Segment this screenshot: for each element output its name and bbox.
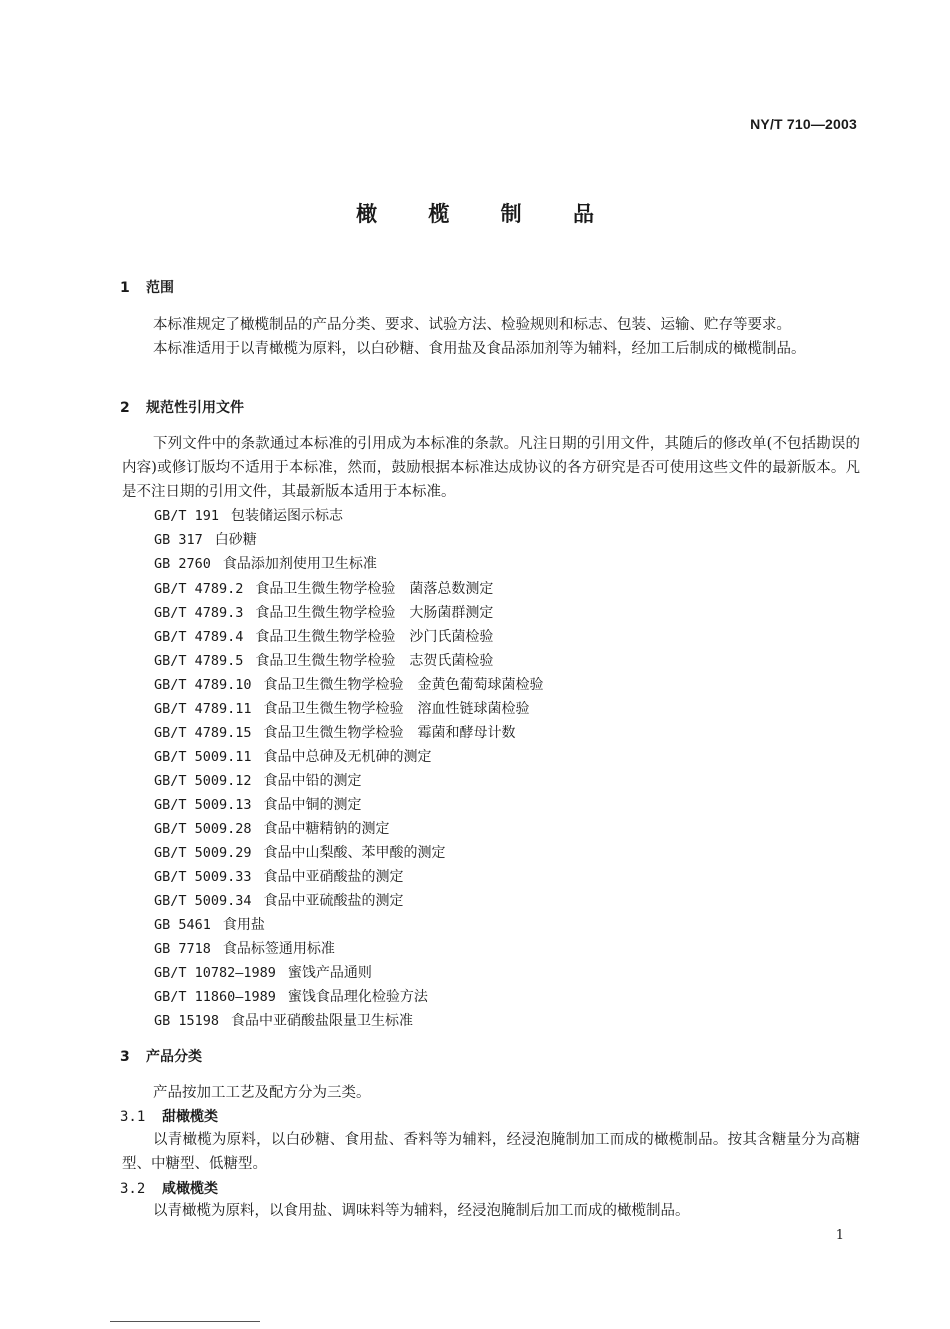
subsection-3-1-text: 以青橄榄为原料，以白砂糖、食用盐、香料等为辅料，经浸泡腌制加工而成的橄榄制品。按其含糖量分为高糖型、中糖型、低糖型。 bbox=[122, 1132, 860, 1172]
reference-item: GB/T 10782—1989 蜜饯产品通则 bbox=[154, 965, 372, 981]
section-number: 2 bbox=[120, 400, 130, 416]
subsection-number: 3.1 bbox=[120, 1109, 146, 1125]
section-title: 规范性引用文件 bbox=[146, 400, 244, 416]
reference-item: GB 317 白砂糖 bbox=[154, 532, 257, 548]
reference-item: GB/T 4789.3 食品卫生微生物学检验 大肠菌群测定 bbox=[154, 605, 494, 621]
subsection-3-1-heading bbox=[120, 1106, 218, 1126]
reference-item: GB/T 5009.34 食品中亚硫酸盐的测定 bbox=[154, 893, 404, 909]
document-title: 橄 榄 制 品 bbox=[356, 202, 616, 226]
section-title: 产品分类 bbox=[146, 1049, 202, 1065]
section-1-paragraph-1: 本标准规定了橄榄制品的产品分类、要求、试验方法、检验规则和标志、包装、运输、贮存等要求。 bbox=[153, 317, 791, 333]
section-1-paragraph-2: 本标准适用于以青橄榄为原料，以白砂糖、食用盐及食品添加剂等为辅料，经加工后制成的橄榄制品。 bbox=[153, 341, 806, 357]
reference-item: GB/T 5009.12 食品中铅的测定 bbox=[154, 773, 362, 789]
reference-item: GB/T 4789.4 食品卫生微生物学检验 沙门氏菌检验 bbox=[154, 629, 494, 645]
reference-item: GB/T 5009.13 食品中铜的测定 bbox=[154, 797, 362, 813]
page-number: 1 bbox=[835, 1228, 844, 1243]
section-2-intro: 下列文件中的条款通过本标准的引用成为本标准的条款。凡注日期的引用文件，其随后的修改单(不包括勘误的内容)或修订版均不适用于本标准，然而，鼓励根据本标准达成协议的各方研究是否可使用这些文件的最新版本。凡是不注日期的引用文件，其最新版本适用于本标准。 bbox=[122, 436, 860, 500]
reference-item: GB/T 4789.2 食品卫生微生物学检验 菌落总数测定 bbox=[154, 581, 494, 597]
subsection-number: 3.2 bbox=[120, 1181, 146, 1197]
section-2-heading bbox=[120, 397, 244, 417]
reference-item: GB 7718 食品标签通用标准 bbox=[154, 941, 335, 957]
reference-item: GB/T 4789.11 食品卫生微生物学检验 溶血性链球菌检验 bbox=[154, 701, 530, 717]
section-number: 1 bbox=[120, 280, 130, 296]
section-number: 3 bbox=[120, 1049, 130, 1065]
reference-item: GB/T 191 包装储运图示标志 bbox=[154, 508, 344, 524]
reference-item: GB 15198 食品中亚硝酸盐限量卫生标准 bbox=[154, 1013, 414, 1029]
reference-item: GB/T 5009.11 食品中总砷及无机砷的测定 bbox=[154, 749, 432, 765]
subsection-3-2-text: 以青橄榄为原料，以食用盐、调味料等为辅料，经浸泡腌制后加工而成的橄榄制品。 bbox=[153, 1203, 690, 1219]
reference-item: GB/T 5009.29 食品中山梨酸、苯甲酸的测定 bbox=[154, 845, 446, 861]
subsection-3-2-heading bbox=[120, 1178, 218, 1198]
reference-item: GB/T 4789.15 食品卫生微生物学检验 霉菌和酵母计数 bbox=[154, 725, 516, 741]
standard-code: NY/T 710—2003 bbox=[750, 116, 857, 132]
section-3-intro: 产品按加工工艺及配方分为三类。 bbox=[153, 1085, 371, 1101]
reference-item: GB/T 4789.5 食品卫生微生物学检验 志贺氏菌检验 bbox=[154, 653, 494, 669]
reference-item: GB/T 4789.10 食品卫生微生物学检验 金黄色葡萄球菌检验 bbox=[154, 677, 544, 693]
subsection-title: 甜橄榄类 bbox=[162, 1109, 218, 1125]
subsection-title: 咸橄榄类 bbox=[162, 1181, 218, 1197]
section-title: 范围 bbox=[146, 280, 174, 296]
reference-item: GB 2760 食品添加剂使用卫生标准 bbox=[154, 556, 377, 572]
reference-item: GB/T 5009.28 食品中糖精钠的测定 bbox=[154, 821, 390, 837]
reference-item: GB/T 5009.33 食品中亚硝酸盐的测定 bbox=[154, 869, 404, 885]
footer-divider bbox=[110, 1321, 260, 1322]
section-1-heading bbox=[120, 277, 174, 297]
section-3-heading bbox=[120, 1046, 202, 1066]
reference-item: GB 5461 食用盐 bbox=[154, 917, 265, 933]
reference-item: GB/T 11860—1989 蜜饯食品理化检验方法 bbox=[154, 989, 428, 1005]
